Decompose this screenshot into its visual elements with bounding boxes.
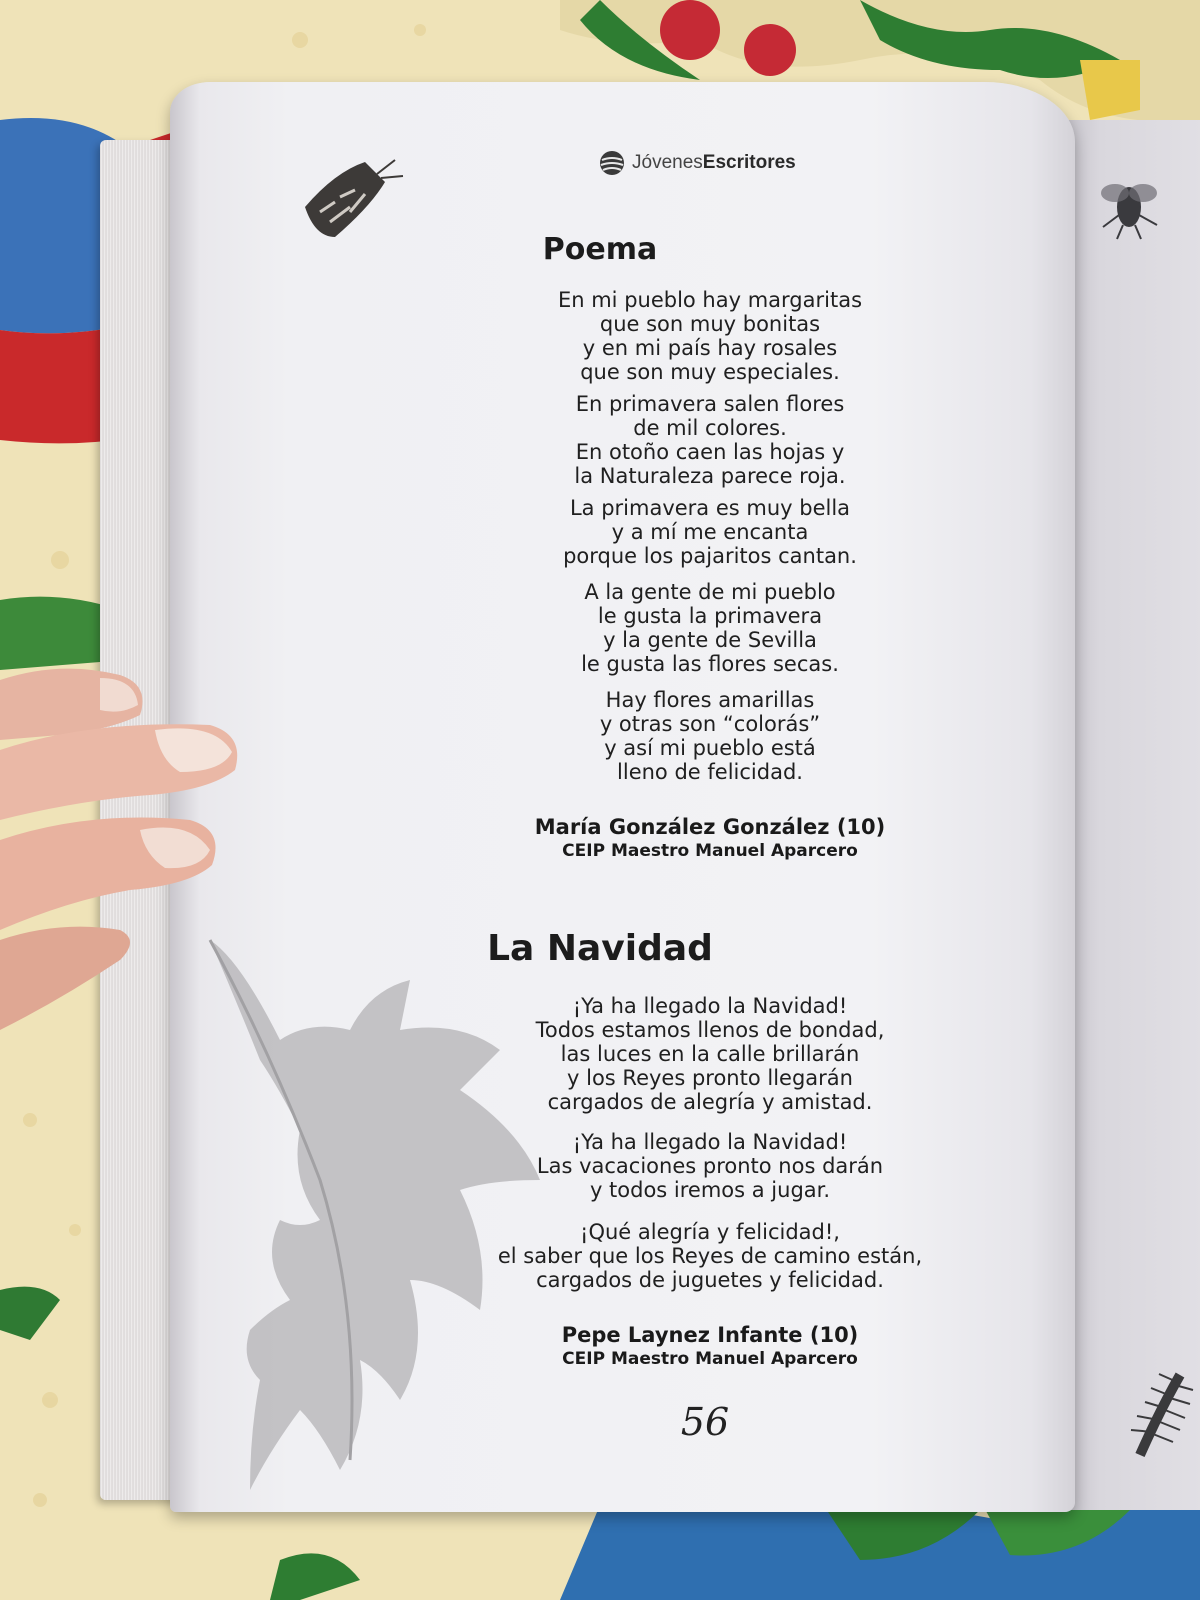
verse-line: que son muy bonitas — [599, 312, 821, 336]
author-name: María González González (10) — [534, 815, 886, 839]
poem-title: Poema — [542, 232, 658, 267]
hand-holding-page — [0, 660, 260, 1040]
verse-line: porque los pajaritos cantan. — [563, 544, 857, 568]
author-name: Pepe Laynez Infante (10) — [561, 1323, 859, 1347]
stanza — [440, 688, 980, 784]
verse-line: En otoño caen las hojas y — [575, 440, 845, 464]
verse-line: lleno de felicidad. — [617, 760, 803, 784]
centipede-icon — [1125, 1370, 1195, 1460]
verse-line: de mil colores. — [633, 416, 787, 440]
stanza — [440, 1220, 980, 1292]
verse-line: cargados de juguetes y felicidad. — [536, 1268, 884, 1292]
stanza — [440, 1130, 980, 1202]
author-school: CEIP Maestro Manuel Aparcero — [562, 1349, 858, 1369]
verse-line: A la gente de mi pueblo — [584, 580, 836, 604]
verse-line: Todos estamos llenos de bondad, — [535, 1018, 885, 1042]
stanza — [440, 392, 980, 488]
fly-icon — [1095, 165, 1165, 240]
stanza — [440, 580, 980, 676]
globe-logo-icon — [598, 149, 626, 177]
verse-line: las luces en la calle brillarán — [560, 1042, 860, 1066]
stanza — [440, 994, 980, 1114]
verse-line: y en mi país hay rosales — [582, 336, 838, 360]
verse-line: ¡Ya ha llegado la Navidad! — [572, 994, 848, 1018]
author-credit — [440, 1322, 980, 1370]
verse-line: En mi pueblo hay margaritas — [557, 288, 863, 312]
verse-line: le gusta la primavera — [597, 604, 823, 628]
stanza — [440, 288, 980, 384]
verse-line: y todos iremos a jugar. — [589, 1178, 831, 1202]
verse-line: cargados de alegría y amistad. — [547, 1090, 873, 1114]
verse-line: y otras son “colorás” — [599, 712, 821, 736]
verse-line: y la gente de Sevilla — [603, 628, 817, 652]
verse-line: la Naturaleza parece roja. — [574, 464, 846, 488]
author-school: CEIP Maestro Manuel Aparcero — [562, 841, 858, 861]
header-brand-bold: Escritores — [702, 152, 796, 173]
page-number: 56 — [680, 1400, 730, 1444]
poem-title: La Navidad — [487, 928, 713, 969]
verse-line: el saber que los Reyes de camino están, — [497, 1244, 923, 1268]
verse-line: En primavera salen flores — [575, 392, 845, 416]
publication-header — [598, 148, 796, 178]
header-brand-light: Jóvenes — [632, 152, 703, 173]
verse-line: Las vacaciones pronto nos darán — [536, 1154, 884, 1178]
verse-line: y a mí me encanta — [611, 520, 809, 544]
verse-line: y los Reyes pronto llegarán — [567, 1066, 853, 1090]
verse-line: ¡Qué alegría y felicidad!, — [580, 1220, 840, 1244]
verse-line: Hay flores amarillas — [605, 688, 815, 712]
verse-line: ¡Ya ha llegado la Navidad! — [572, 1130, 848, 1154]
verse-line: La primavera es muy bella — [569, 496, 851, 520]
verse-line: le gusta las flores secas. — [581, 652, 839, 676]
verse-line: que son muy especiales. — [580, 360, 840, 384]
verse-line: y así mi pueblo está — [604, 736, 816, 760]
stanza — [440, 496, 980, 568]
author-credit — [440, 814, 980, 862]
